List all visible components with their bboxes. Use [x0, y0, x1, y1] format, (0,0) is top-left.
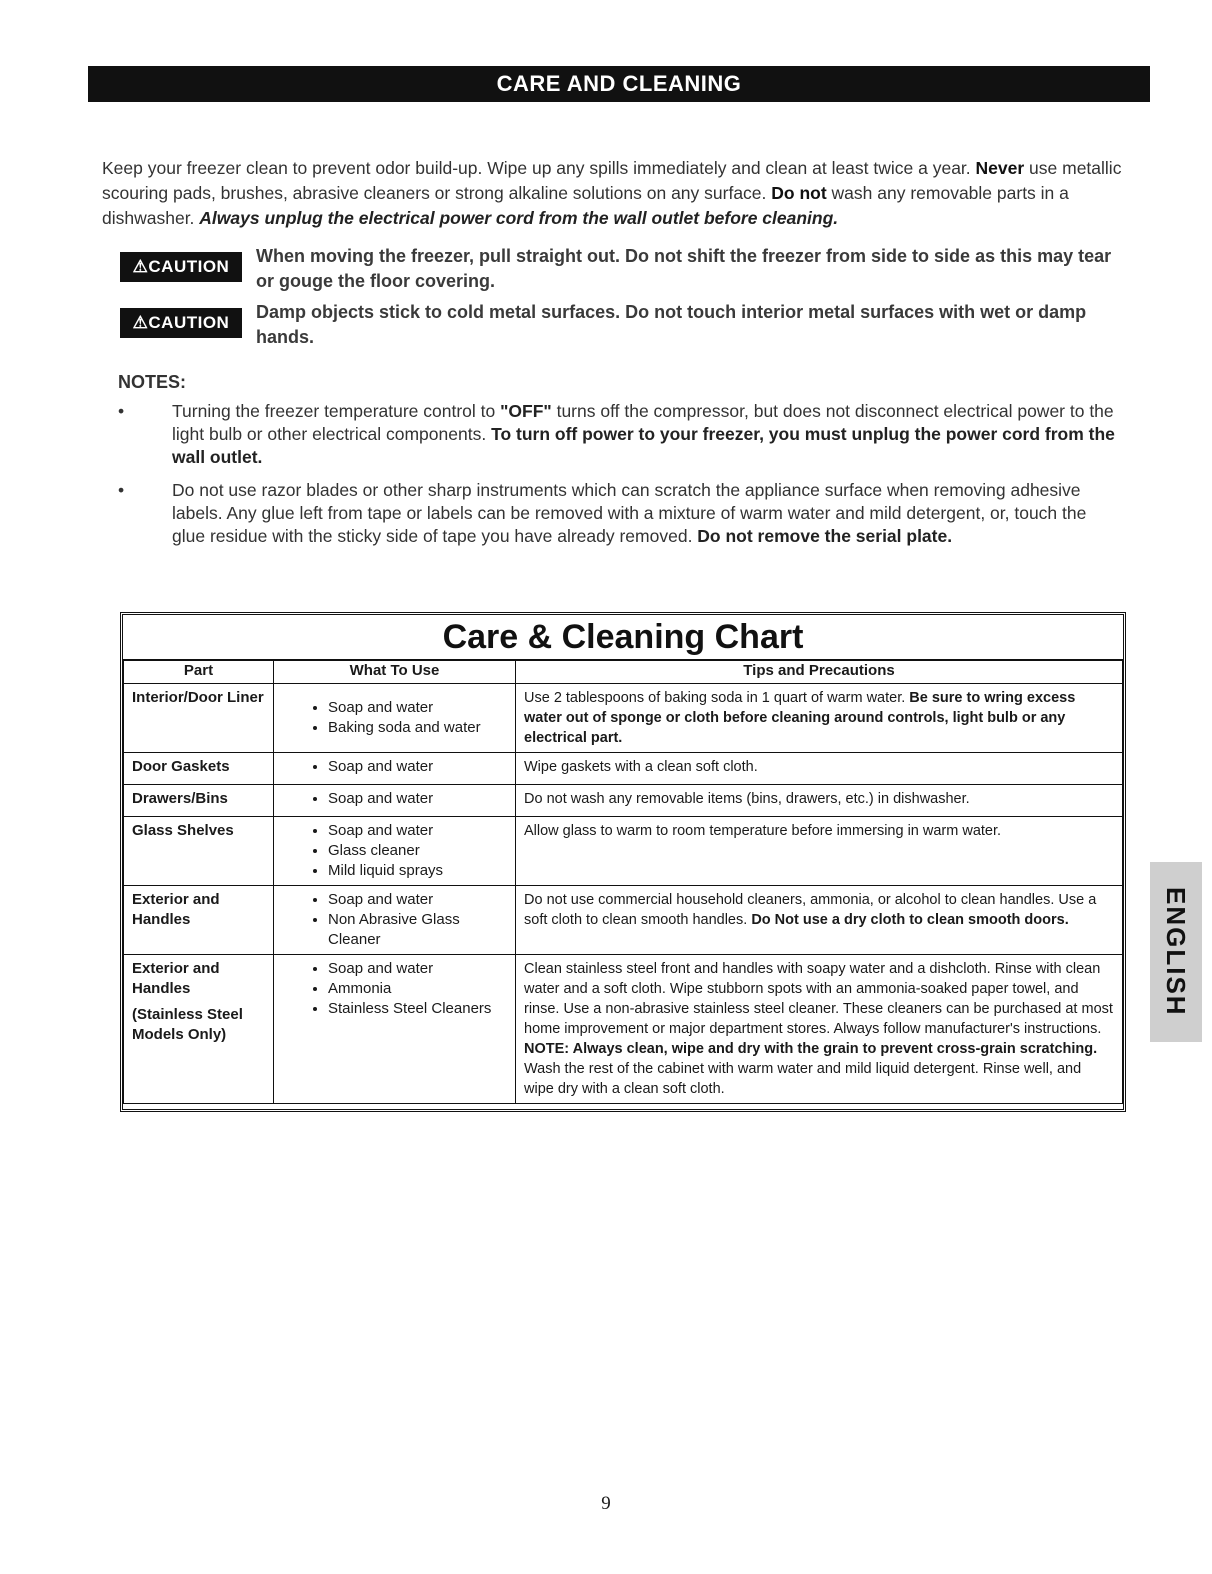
tips-cell: Do not wash any removable items (bins, drawers, etc.) in dishwasher. [516, 785, 1123, 817]
table-header-row [124, 661, 1123, 684]
use-cell [274, 955, 516, 1104]
use-item: • Soap and water [328, 698, 507, 718]
use-item: • Stainless Steel Cleaners [328, 999, 507, 1019]
part-cell: Glass Shelves [124, 817, 274, 886]
bullet: • [118, 480, 125, 500]
chart-table [123, 660, 1123, 1104]
tip-text: Do not use commercial household cleaners, ammonia, or alcohol to clean handles. Use a soft cloth to clean smooth handles. [524, 892, 1097, 928]
tips-cell [516, 955, 1123, 1104]
tip-note-bold: NOTE: Always clean, wipe and dry with the grain to prevent cross-grain scratching. [524, 1041, 1098, 1057]
care-cleaning-chart [120, 612, 1126, 1112]
note-text: turns off the compressor, but does not disconnect electrical power to the light bulb or other electrical components. [172, 401, 1114, 444]
col-header: Part [124, 661, 274, 684]
use-cell [274, 886, 516, 955]
intro-text-1: Keep your freezer clean to prevent odor build-up. Wipe up any spills immediately and clean at least twice a year. [102, 158, 976, 178]
use-item: • Mild liquid sprays [328, 861, 507, 881]
table-row [124, 684, 1123, 753]
note-off: "OFF" [500, 401, 552, 421]
col-header: What To Use [274, 661, 516, 684]
use-item: • Soap and water [328, 789, 507, 809]
tip-text: Use 2 tablespoons of baking soda in 1 quart of warm water. [524, 690, 910, 706]
part-cell: Drawers/Bins [124, 785, 274, 817]
intro-paragraph [102, 156, 1147, 231]
use-item: • Non Abrasive Glass Cleaner [328, 910, 507, 950]
table-row [124, 955, 1123, 1104]
note-item [118, 400, 1118, 469]
caution-badge: ⚠CAUTION [120, 252, 242, 282]
note-text: Turning the freezer temperature control to [172, 401, 501, 421]
use-item: • Soap and water [328, 757, 507, 777]
caution-text: When moving the freezer, pull straight out. Do not shift the freezer from side to side as this may tear or gouge the floor covering. [256, 246, 1112, 291]
caution-text: Damp objects stick to cold metal surfaces. Do not touch interior metal surfaces with wet or damp hands. [256, 302, 1087, 347]
part-cell: Door Gaskets [124, 753, 274, 785]
table-row [124, 753, 1123, 785]
note-bold: To turn off power to your freezer, you must unplug the power cord from the wall outlet. [172, 424, 1115, 467]
notes-title: NOTES: [118, 372, 187, 392]
note-item [118, 479, 1118, 548]
notes-list [118, 400, 1118, 558]
note-bold: Do not remove the serial plate. [697, 526, 953, 546]
part-name: Exterior and Handles [132, 960, 220, 997]
col-header: Tips and Precautions [516, 661, 1123, 684]
tip-text: Wash the rest of the cabinet with warm water and mild liquid detergent. Rinse well, and wipe dry with a clean soft cloth. [524, 1061, 1082, 1097]
tip-bold: Do Not use a dry cloth to clean smooth doors. [751, 912, 1069, 928]
table-row [124, 886, 1123, 955]
chart-title: Care & Cleaning Chart [123, 615, 1123, 660]
tip-text: Clean stainless steel front and handles with soapy water and a dishcloth. Rinse with clean water and a soft cloth. Wipe stubborn spots with an ammonia-soaked paper towel, and rinse. Use a non-abrasive stainless steel cleaner. These cleaners can be purchased at most home improvement or major department stores. Always follow manufacturer's instructions. [524, 961, 1113, 1037]
tip-bold: Be sure to wring excess water out of sponge or cloth before cleaning around controls, light bulb or any electrical part. [524, 690, 1076, 746]
part-cell [124, 955, 274, 1104]
use-item: • Soap and water [328, 890, 507, 910]
use-cell [274, 753, 516, 785]
use-item: • Ammonia [328, 979, 507, 999]
intro-text-3: wash any removable parts in a dishwasher. [102, 183, 1069, 228]
use-item: • Glass cleaner [328, 841, 507, 861]
tips-cell [516, 684, 1123, 753]
tips-cell [516, 886, 1123, 955]
tips-cell: Allow glass to warm to room temperature before immersing in warm water. [516, 817, 1123, 886]
part-cell: Interior/Door Liner [124, 684, 274, 753]
use-item: • Soap and water [328, 821, 507, 841]
use-item: • Baking soda and water [328, 718, 507, 738]
table-row [124, 817, 1123, 886]
table-row [124, 785, 1123, 817]
caution-badge: ⚠CAUTION [120, 308, 242, 338]
intro-do-not: Do not [771, 183, 827, 203]
use-item: • Soap and water [328, 959, 507, 979]
use-cell [274, 817, 516, 886]
section-title-banner: CARE AND CLEANING [88, 66, 1150, 102]
intro-never: Never [975, 158, 1025, 178]
intro-text-2: use metallic scouring pads, brushes, abrasive cleaners or strong alkaline solutions on any surface. [102, 158, 1122, 203]
use-cell [274, 785, 516, 817]
part-cell: Exterior and Handles [124, 886, 274, 955]
use-cell [274, 684, 516, 753]
page-number: 9 [601, 1493, 611, 1514]
note-text: Do not use razor blades or other sharp instruments which can scratch the appliance surface when removing adhesive labels. Any glue left from tape or labels can be removed with a mixture of warm water and mild detergent, or, touch the glue residue with the sticky side of tape you have already removed. [172, 480, 1087, 546]
tips-cell: Wipe gaskets with a clean soft cloth. [516, 753, 1123, 785]
part-note: (Stainless Steel Models Only) [132, 1006, 243, 1043]
intro-always-unplug: Always unplug the electrical power cord from the wall outlet before cleaning. [199, 208, 839, 228]
language-tab: ENGLISH [1150, 862, 1202, 1042]
bullet: • [118, 401, 125, 421]
